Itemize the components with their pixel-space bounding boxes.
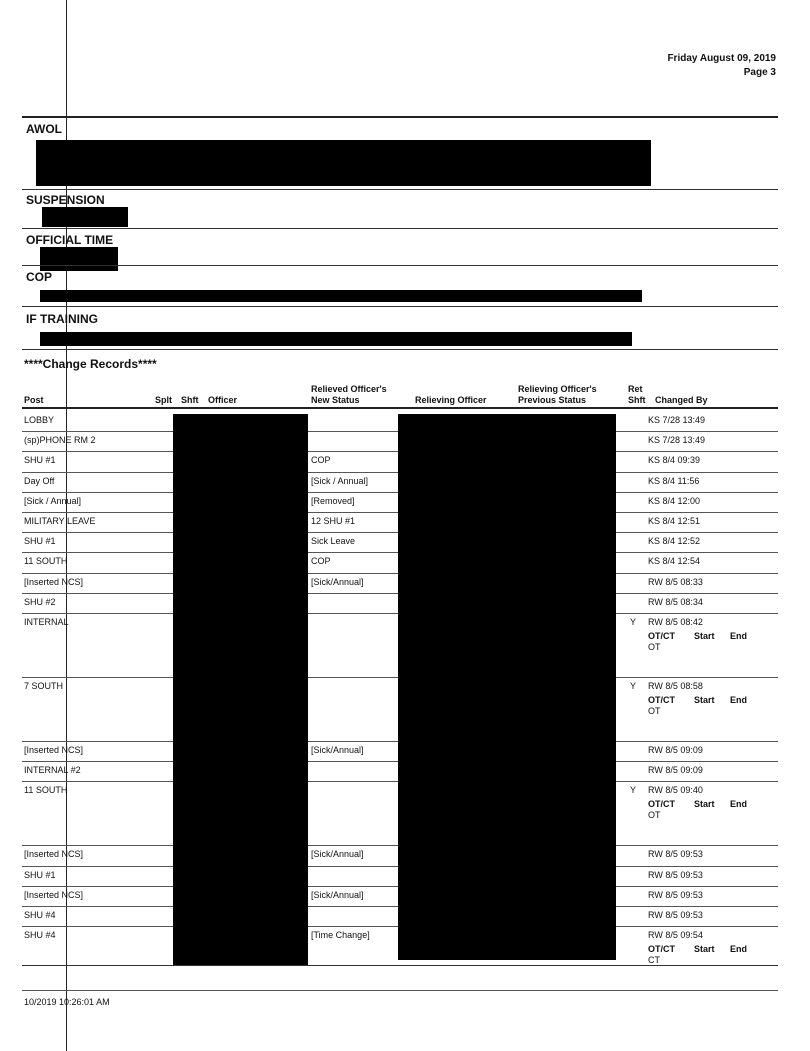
cell-changed-by: RW 8/5 09:53 [648,849,703,860]
col-header-changed-by: Changed By [655,395,708,405]
cell-changed-by: KS 7/28 13:49 [648,435,706,446]
cell-new-status: [Time Change] [311,930,370,941]
cell-changed-by: KS 8/4 09:39 [648,455,701,466]
col-header-relieved-status-1: Relieved Officer's [311,384,387,394]
change-records-title: ****Change Records**** [24,357,157,371]
cell-ret-shift: Y [630,681,637,691]
cell-post: SHU #4 [24,930,56,941]
ot-header-type: OT/CT [648,695,675,705]
ot-ct-detail [642,944,782,974]
table-header-divider [22,407,778,409]
cell-new-status: [Sick/Annual] [311,745,364,755]
ot-header-end: End [730,631,747,641]
section-title-awol: AWOL [26,122,62,136]
cell-post: [Inserted NCS] [24,576,84,587]
redaction-block [398,414,616,960]
ot-value-type: OT [648,642,661,652]
cell-new-status: [Removed] [311,495,355,506]
cell-post: SHU #1 [24,536,56,547]
col-header-post: Post [24,395,44,405]
col-header-split: Splt [155,395,172,405]
report-date: Friday August 09, 2019 [667,53,776,64]
cell-changed-by: KS 8/4 12:52 [648,536,701,547]
divider [22,189,778,190]
cell-changed-by: RW 8/5 09:53 [648,889,703,900]
cell-ret-shift: Y [630,785,637,796]
section-title-cop: COP [26,270,53,284]
ot-value-type: OT [648,706,661,716]
cell-post: SHU #2 [24,596,56,607]
cell-post: [Sick / Annual] [24,495,82,506]
col-header-shift: Shft [181,395,199,405]
redaction-block [36,140,651,186]
cell-new-status: [Sick/Annual] [311,889,364,900]
cell-new-status: [Sick/Annual] [311,576,364,587]
col-header-relieving-prev-2: Previous Status [518,395,587,405]
ot-header-end: End [730,944,747,955]
cell-post: (sp)PHONE RM 2 [24,435,96,446]
cell-changed-by: KS 7/28 13:49 [648,415,706,425]
cell-changed-by: RW 8/5 08:58 [648,681,703,691]
cell-post: LOBBY [24,415,55,425]
ot-value-type: OT [648,810,661,821]
ot-ct-detail [642,631,782,661]
cell-new-status: [Sick / Annual] [311,475,369,486]
cell-post: SHU #4 [24,910,56,920]
cell-new-status: Sick Leave [311,536,356,547]
ot-header-type: OT/CT [648,631,675,641]
divider [22,965,778,966]
cell-changed-by: RW 8/5 09:54 [648,930,703,941]
divider [22,265,778,266]
cell-new-status: COP [311,455,331,466]
ot-header-start: Start [694,944,715,955]
cell-post: [Inserted NCS] [24,889,84,900]
cell-post: 7 SOUTH [24,681,64,691]
cell-changed-by: KS 8/4 12:51 [648,516,701,526]
col-header-relieved-status-2: New Status [311,395,360,405]
ot-header-end: End [730,695,747,705]
ot-header-end: End [730,799,747,810]
col-header-relieving-prev-1: Relieving Officer's [518,384,597,394]
cell-new-status: COP [311,556,331,567]
col-header-relieving-officer: Relieving Officer [415,395,487,405]
cell-post: [Inserted NCS] [24,849,84,860]
redaction-block [40,332,632,346]
cell-changed-by: RW 8/5 09:40 [648,785,703,796]
cell-changed-by: RW 8/5 09:53 [648,869,703,880]
ot-header-start: Start [694,631,715,641]
cell-post: [Inserted NCS] [24,745,84,755]
redaction-block [173,414,308,965]
divider [22,116,778,118]
col-header-ret-2: Shft [628,395,646,405]
cell-changed-by: RW 8/5 08:42 [648,617,703,627]
cell-changed-by: RW 8/5 09:09 [648,745,703,755]
col-header-officer: Officer [208,395,238,405]
col-header-ret-1: Ret [628,384,643,394]
divider [22,228,778,229]
redaction-block [40,247,118,271]
cell-post: SHU #1 [24,869,56,880]
ot-header-type: OT/CT [648,944,675,955]
cell-changed-by: RW 8/5 08:34 [648,596,703,607]
ot-ct-detail [642,695,782,725]
cell-changed-by: RW 8/5 09:53 [648,910,703,920]
cell-post: 11 SOUTH [24,556,68,567]
ot-value-type: CT [648,955,660,966]
cell-changed-by: KS 8/4 12:00 [648,495,701,506]
section-title-official-time: OFFICIAL TIME [26,233,114,247]
cell-post: SHU #1 [24,455,56,466]
redaction-block [42,207,128,227]
cell-post: INTERNAL [24,617,69,627]
cell-new-status: [Sick/Annual] [311,849,364,860]
cell-changed-by: KS 8/4 11:56 [648,475,700,486]
ot-header-start: Start [694,799,715,810]
cell-changed-by: KS 8/4 12:54 [648,556,701,567]
cell-post: INTERNAL #2 [24,765,81,776]
redaction-block [40,290,642,302]
ot-ct-detail [642,799,782,829]
ot-header-type: OT/CT [648,799,675,810]
section-title-suspension: SUSPENSION [26,193,105,207]
row-divider [22,990,778,991]
footer-timestamp: 10/2019 10:26:01 AM [24,997,110,1007]
page-number: Page 3 [743,67,776,78]
divider [22,306,778,307]
cell-post: 11 SOUTH [24,785,68,796]
cell-post: MILITARY LEAVE [24,516,96,526]
ot-header-start: Start [694,695,715,705]
cell-changed-by: RW 8/5 09:09 [648,765,703,776]
cell-post: Day Off [24,475,55,486]
divider [22,349,778,350]
cell-changed-by: RW 8/5 08:33 [648,576,703,587]
section-title-if-training: IF TRAINING [26,312,98,326]
cell-ret-shift: Y [630,617,637,627]
cell-new-status: 12 SHU #1 [311,516,356,526]
